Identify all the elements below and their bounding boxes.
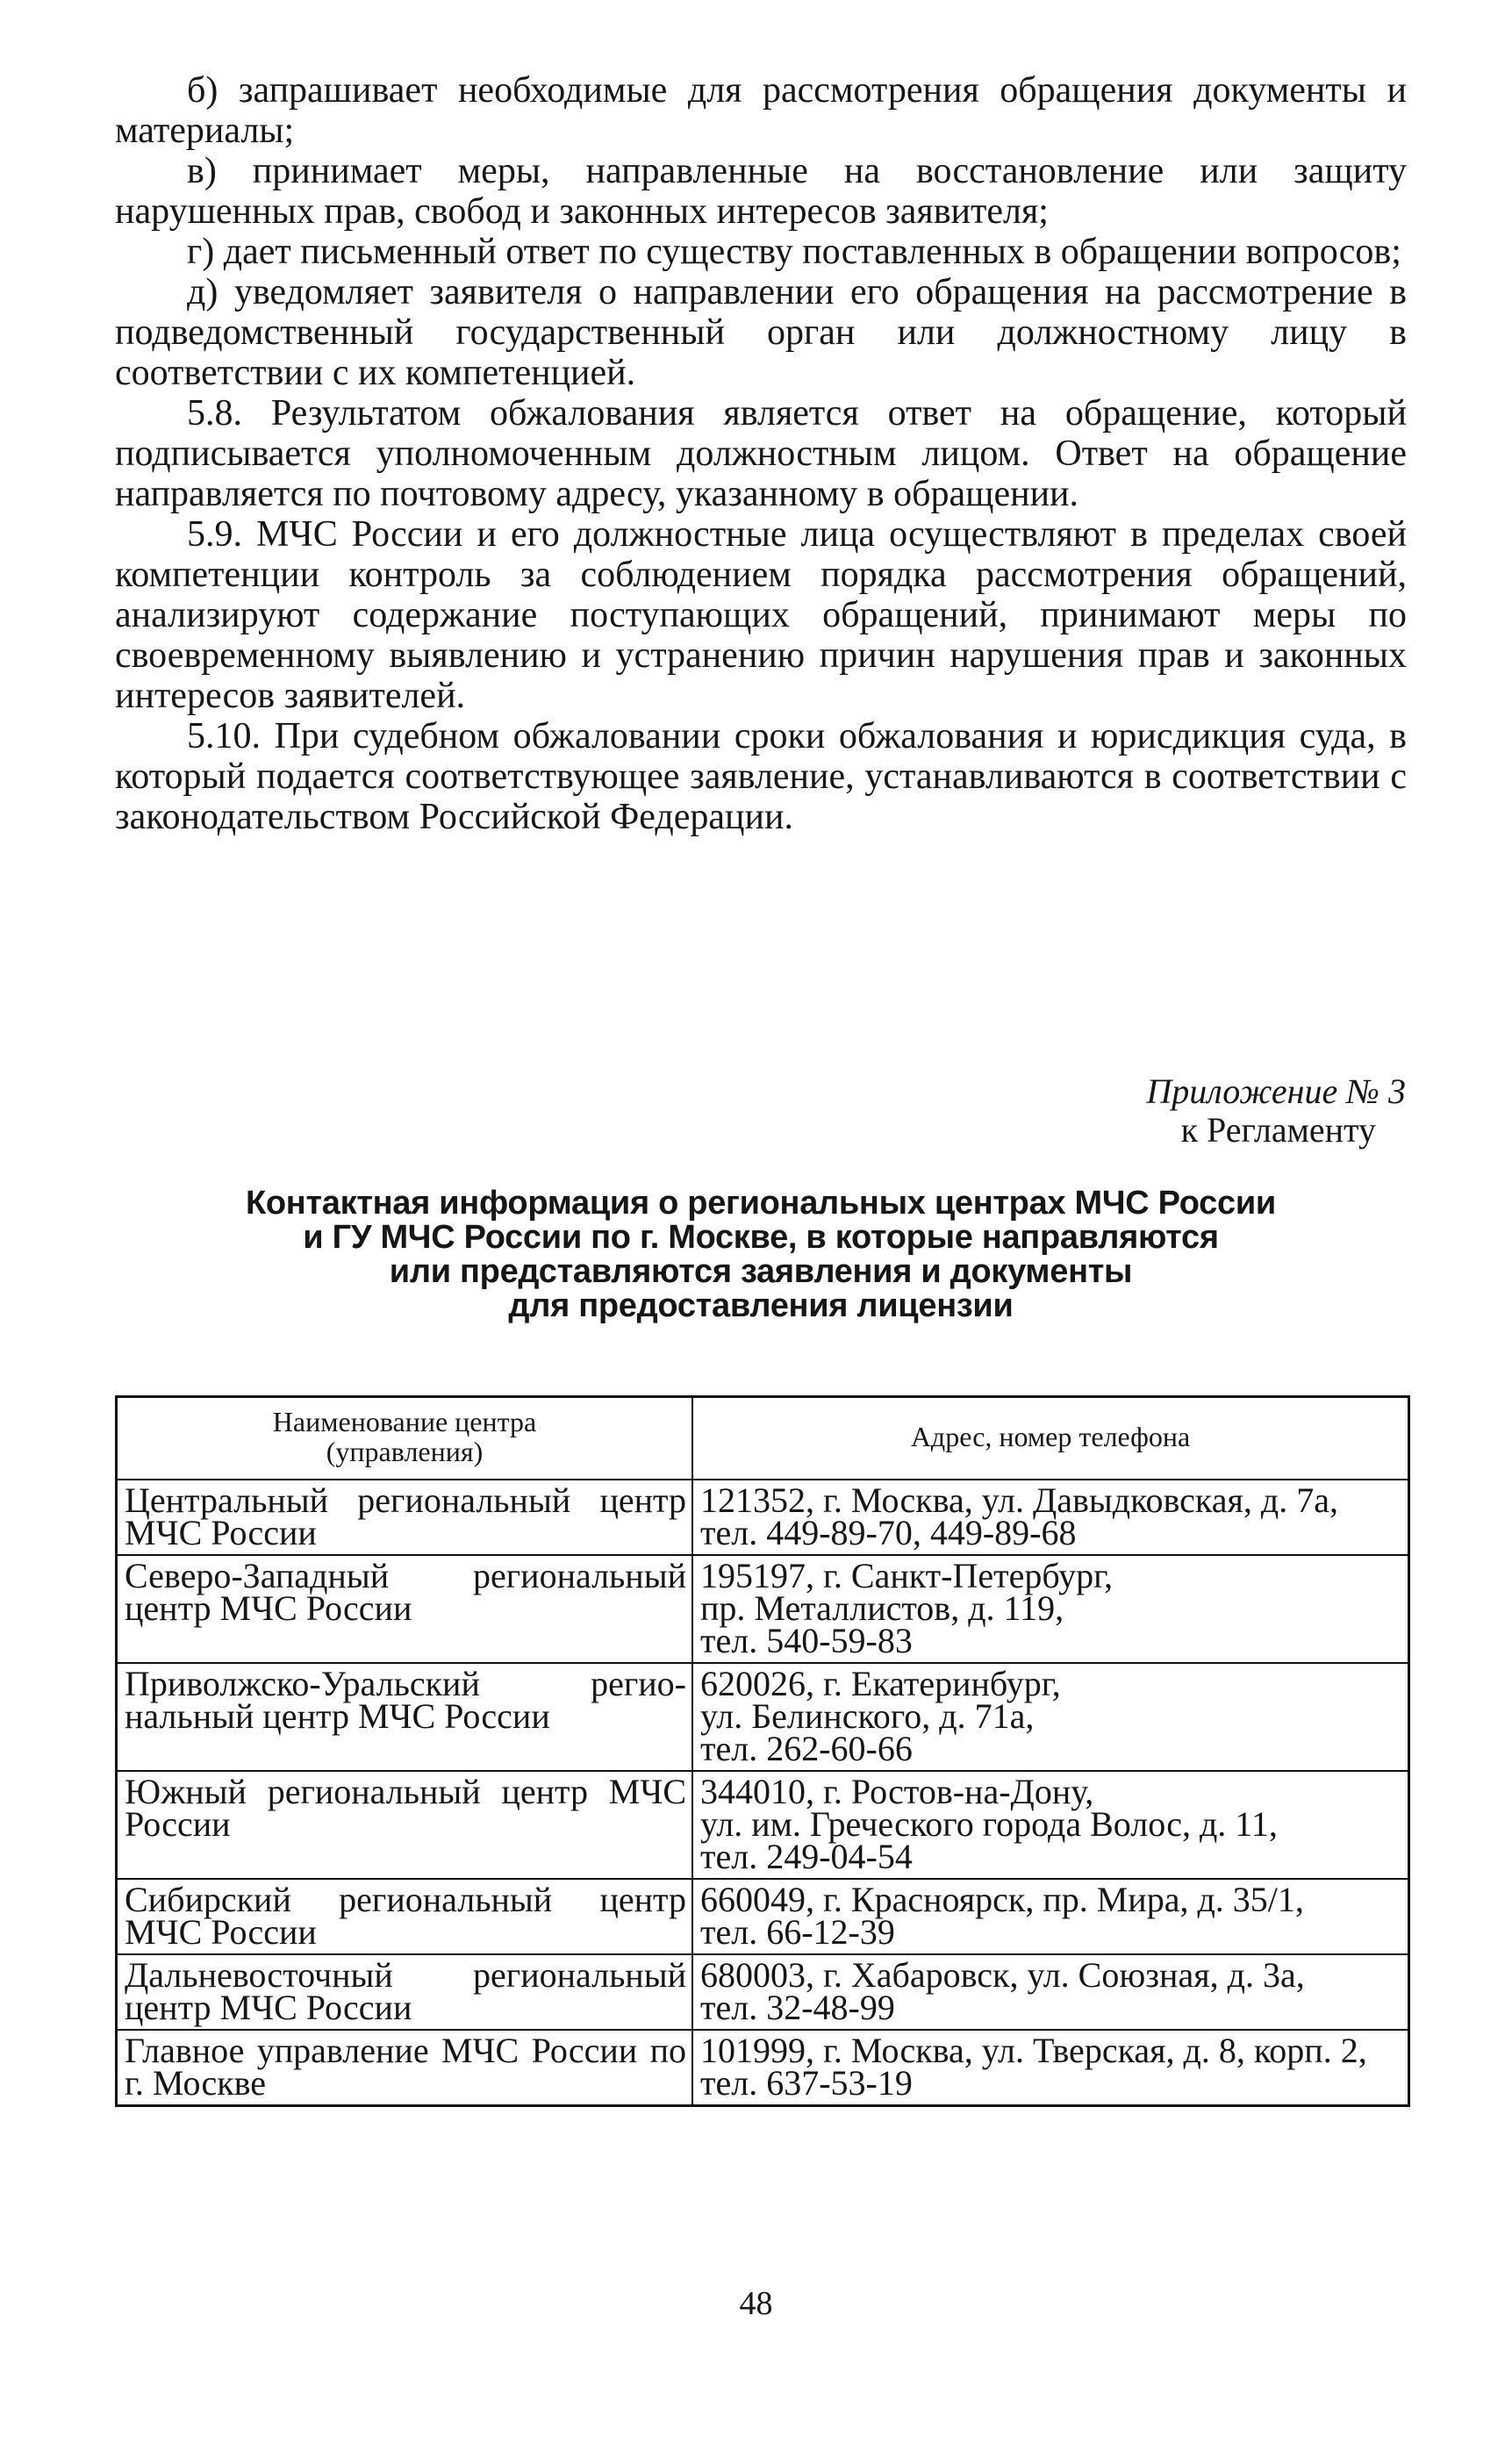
header-center-name: Наименование центра (управления) xyxy=(117,1397,693,1480)
center-name-cell: Приволжско-Уральский региональный центр МЧС России xyxy=(117,1663,693,1771)
title-line: или представляются заявления и документы xyxy=(389,1253,1133,1290)
paragraph-g: г) дает письменный ответ по существу поставленных в обращении вопросов; xyxy=(187,232,1401,272)
section-title xyxy=(115,1186,1407,1323)
address-cell: 344010, г. Ростов-на-Дону, ул. им. Греческого города Волос, д. 11, тел. 249-04-54 xyxy=(692,1771,1409,1879)
appendix-caption xyxy=(965,1072,1415,1150)
paragraph-5-10: 5.10. При судебном обжаловании сроки обжалования и юрисдикция суда, в который подается соответствующее заявление, устанавливаются в соответствии с законодательством Российской Федерации. xyxy=(115,716,1407,837)
center-name-cell: Южный региональный центр МЧС России xyxy=(117,1771,693,1879)
center-name-cell: Сибирский региональный центр МЧС России xyxy=(117,1879,693,1954)
paragraph-d: д) уведомляет заявителя о направлении его обращения на рассмотрение в подведомственный государственный орган или должностному лицу в соответствии с их компетенцией. xyxy=(115,272,1407,393)
table-row xyxy=(117,1555,1409,1663)
center-name-cell: Главное управление МЧС России по г. Москве xyxy=(117,2030,693,2106)
center-name-cell: Центральный региональный центр МЧС России xyxy=(117,1480,693,1555)
paragraph-v: в) принимает меры, направленные на восстановление или защиту нарушенных прав, свобод и законных интересов заявителя; xyxy=(115,151,1407,232)
center-name-cell: Дальневосточный региональный центр МЧС России xyxy=(117,1954,693,2030)
paragraph-5-9: 5.9. МЧС России и его должностные лица осуществляют в пределах своей компетенции контроль за соблюдением порядка рассмотрения обращений, анализируют содержание поступающих обращений, принимают меры по своевременному выявлению и устранению причин нарушения прав и законных интересов заявителей. xyxy=(115,514,1407,716)
address-cell: 620026, г. Екатеринбург, ул. Белинского, д. 71а, тел. 262-60-66 xyxy=(692,1663,1409,1771)
center-name-cell: Северо-Западный региональный центр МЧС России xyxy=(117,1555,693,1663)
address-cell: 195197, г. Санкт-Петербург, пр. Металлистов, д. 119, тел. 540-59-83 xyxy=(692,1555,1409,1663)
table-row xyxy=(117,2030,1409,2106)
table-row xyxy=(117,1954,1409,2030)
table-header-row xyxy=(117,1397,1409,1480)
address-cell: 660049, г. Красноярск, пр. Мира, д. 35/1, тел. 66-12-39 xyxy=(692,1879,1409,1954)
paragraph-b: б) запрашивает необходимые для рассмотрения обращения документы и материалы; xyxy=(115,70,1407,151)
table-row xyxy=(117,1879,1409,1954)
header-address: Адрес, номер телефона xyxy=(692,1397,1409,1480)
address-cell: 121352, г. Москва, ул. Давыдковская, д. 7а, тел. 449-89-70, 449-89-68 xyxy=(692,1480,1409,1555)
appendix-label: Приложение № 3 xyxy=(1146,1071,1406,1111)
address-cell: 101999, г. Москва, ул. Тверская, д. 8, корп. 2, тел. 637-53-19 xyxy=(692,2030,1409,2106)
address-cell: 680003, г. Хабаровск, ул. Союзная, д. 3а, тел. 32-48-99 xyxy=(692,1954,1409,2030)
table-row xyxy=(117,1771,1409,1879)
regulation-text xyxy=(115,70,1407,837)
table-row xyxy=(117,1480,1409,1555)
title-line: и ГУ МЧС России по г. Москве, в которые направляются xyxy=(303,1219,1219,1256)
contacts-table xyxy=(115,1395,1410,2107)
appendix-sub: к Регламенту xyxy=(1180,1110,1376,1150)
page-number: 48 xyxy=(739,2285,773,2322)
title-line: Контактная информация о региональных центрах МЧС России xyxy=(246,1185,1276,1222)
title-line: для предоставления лицензии xyxy=(508,1287,1014,1324)
paragraph-5-8: 5.8. Результатом обжалования является ответ на обращение, который подписывается уполномоченным должностным лицом. Ответ на обращение направляется по почтовому адресу, указанному в обращении. xyxy=(115,393,1407,514)
table-row xyxy=(117,1663,1409,1771)
